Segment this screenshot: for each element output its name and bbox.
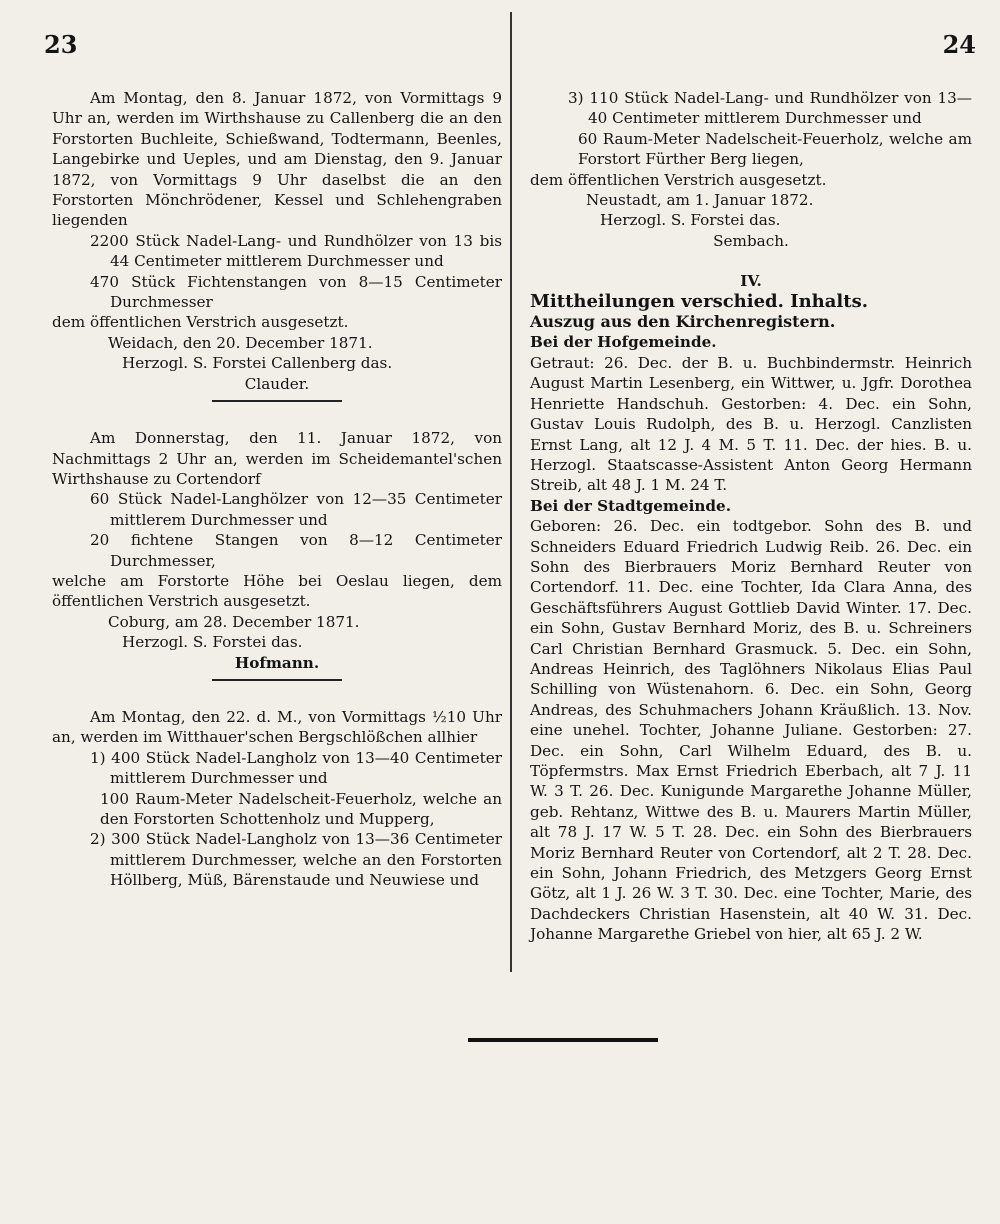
- notice-3-office: Herzogl. S. Forstei das.: [600, 211, 781, 230]
- notice-1-office: Herzogl. S. Forstei Callenberg das.: [122, 354, 393, 373]
- notice-1-item-2: 470 Stück Fichtenstangen von 8—15 Centimeter Durchmesser: [90, 272, 502, 312]
- separator-rule: [212, 679, 342, 681]
- notice-2-signature: Hofmann.: [234, 653, 320, 672]
- section-heading: Mittheilungen verschied. Inhalts.: [530, 290, 868, 312]
- notice-1-date: Weidach, den 20. December 1871.: [108, 333, 373, 352]
- notice-3-signature: Sembach.: [713, 231, 789, 250]
- hofgemeinde-entries: Getraut: 26. Dec. der B. u. Buchbindermstr. Heinrich August Martin Lesenberg, ein Wittwer, u. Jgfr. Dorothea Henriette Handschuh. Gestorben: 4. Dec. ein Sohn, Gustav Louis Rudolph, des B. u. Herzogl. Canzlisten Ernst Lang, alt 12 J. 4 M. 5 T. 11. Dec. der hies. B. u. Herzogl. Staatscasse-Assistent Anton Georg Hermann Streib, alt 48 J. 1 M. 24 T.: [530, 353, 972, 495]
- notice-2-date: Coburg, am 28. December 1871.: [108, 612, 360, 631]
- notice-1-close: dem öffentlichen Verstrich ausgesetzt.: [52, 313, 349, 332]
- notice-3-item-3: 3) 110 Stück Nadel-Lang- und Rundhölzer von 13—40 Centimeter mittlerem Durchmesser und: [568, 89, 972, 128]
- notice-3-item-2: 2) 300 Stück Nadel-Langholz von 13—36 Centimeter mittlerem Durchmesser, welche an den Forstorten Höllberg, Müß, Bärenstaude und Neuwiese und: [90, 830, 502, 890]
- column-divider: [510, 12, 512, 972]
- notice-3-close: dem öffentlichen Verstrich ausgesetzt.: [530, 170, 827, 189]
- page-number-right: 24: [942, 30, 976, 59]
- notice-1-signature: Clauder.: [244, 374, 310, 393]
- page-number-left: 23: [44, 30, 78, 59]
- notice-3-text: Am Montag, den 22. d. M., von Vormittags ½10 Uhr an, werden im Witthauer'schen Bergschlößchen allhier: [52, 707, 502, 747]
- right-column: [530, 88, 972, 945]
- section-subheading: Auszug aus den Kirchenregistern.: [530, 312, 836, 332]
- bottom-rule: [468, 1038, 658, 1042]
- subsection-stadtgemeinde: Bei der Stadtgemeinde.: [530, 496, 731, 515]
- notice-1-text: Am Montag, den 8. Januar 1872, von Vormittags 9 Uhr an, werden im Wirthshause zu Callenberg die an den Forstorten Buchleite, Schießwand, Todtermann, Beenles, Langebirke und Ueples, und am Dienstag, den 9. Januar 1872, von Vormittags 9 Uhr daselbst die an den Forstorten Mönchrödener, Kessel und Schlehengraben liegenden: [52, 89, 502, 230]
- notice-2-item-2: 20 fichtene Stangen von 8—12 Centimeter Durchmesser,: [90, 531, 502, 570]
- notice-2-item-1: 60 Stück Nadel-Langhölzer von 12—35 Centimeter mittlerem Durchmesser und: [90, 490, 502, 529]
- notice-2-office: Herzogl. S. Forstei das.: [122, 633, 303, 652]
- notice-3-date: Neustadt, am 1. Januar 1872.: [586, 191, 814, 210]
- notice-3-item-1: 1) 400 Stück Nadel-Langholz von 13—40 Centimeter mittlerem Durchmesser und: [90, 748, 502, 788]
- notice-3-item-1b: 100 Raum-Meter Nadelscheit-Feuerholz, welche an den Forstorten Schottenholz und Mupperg,: [100, 789, 502, 828]
- notice-2-text: Am Donnerstag, den 11. Januar 1872, von Nachmittags 2 Uhr an, werden im Scheidemantel'schen Wirthshause zu Cortendorf: [52, 429, 502, 488]
- stadtgemeinde-entries: Geboren: 26. Dec. ein todtgebor. Sohn des B. und Schneiders Eduard Friedrich Ludwig Reib. 26. Dec. ein Sohn des Bierbrauers Moriz Bernhard Reuter von Cortendorf. 11. Dec. eine Tochter, Ida Clara Anna, des Geschäftsführers August Gottlieb David Winter. 17. Dec. ein Sohn, Gustav Bernhard Moriz, des B. u. Schreiners Carl Christian Bernhard Grasmuck. 5. Dec. ein Sohn, Andreas Heinrich, des Taglöhners Nikolaus Elias Paul Schilling von Wüstenahorn. 6. Dec. ein Sohn, Georg Andreas, des Schuhmachers Johann Kräußlich. 13. Nov. eine unehel. Tochter, Johanne Juliane. Gestorben: 27. Dec. ein Sohn, Carl Wilhelm Eduard, des B. u. Töpfermstrs. Max Ernst Friedrich Eberbach, alt 7 J. 11 W. 3 T. 26. Dec. Kunigunde Margarethe Johanne Müller, geb. Rehtanz, Wittwe des B. u. Maurers Martin Müller, alt 78 J. 17 W. 5 T. 28. Dec. ein Sohn des Bierbrauers Moriz Bernhard Reuter von Cortendorf, alt 2 T. 28. Dec. ein Sohn, Johann Friedrich, des Metzgers Georg Ernst Götz, alt 1 J. 26 W. 3 T. 30. Dec. eine Tochter, Marie, des Dachdeckers Christian Hasenstein, alt 40 W. 31. Dec. Johanne Margarethe Griebel von hier, alt 65 J. 2 W.: [530, 517, 972, 944]
- section-number: IV.: [740, 272, 762, 291]
- separator-rule: [212, 400, 342, 402]
- subsection-hofgemeinde: Bei der Hofgemeinde.: [530, 333, 717, 352]
- notice-1-item-1: 2200 Stück Nadel-Lang- und Rundhölzer von 13 bis 44 Centimeter mittlerem Durchmesser und: [90, 231, 502, 271]
- left-column: [52, 88, 502, 891]
- notice-3-item-3b: 60 Raum-Meter Nadelscheit-Feuerholz, welche am Forstort Fürther Berg liegen,: [578, 129, 972, 169]
- notice-2-close: welche am Forstorte Höhe bei Oeslau liegen, dem öffentlichen Verstrich ausgesetzt.: [52, 571, 502, 611]
